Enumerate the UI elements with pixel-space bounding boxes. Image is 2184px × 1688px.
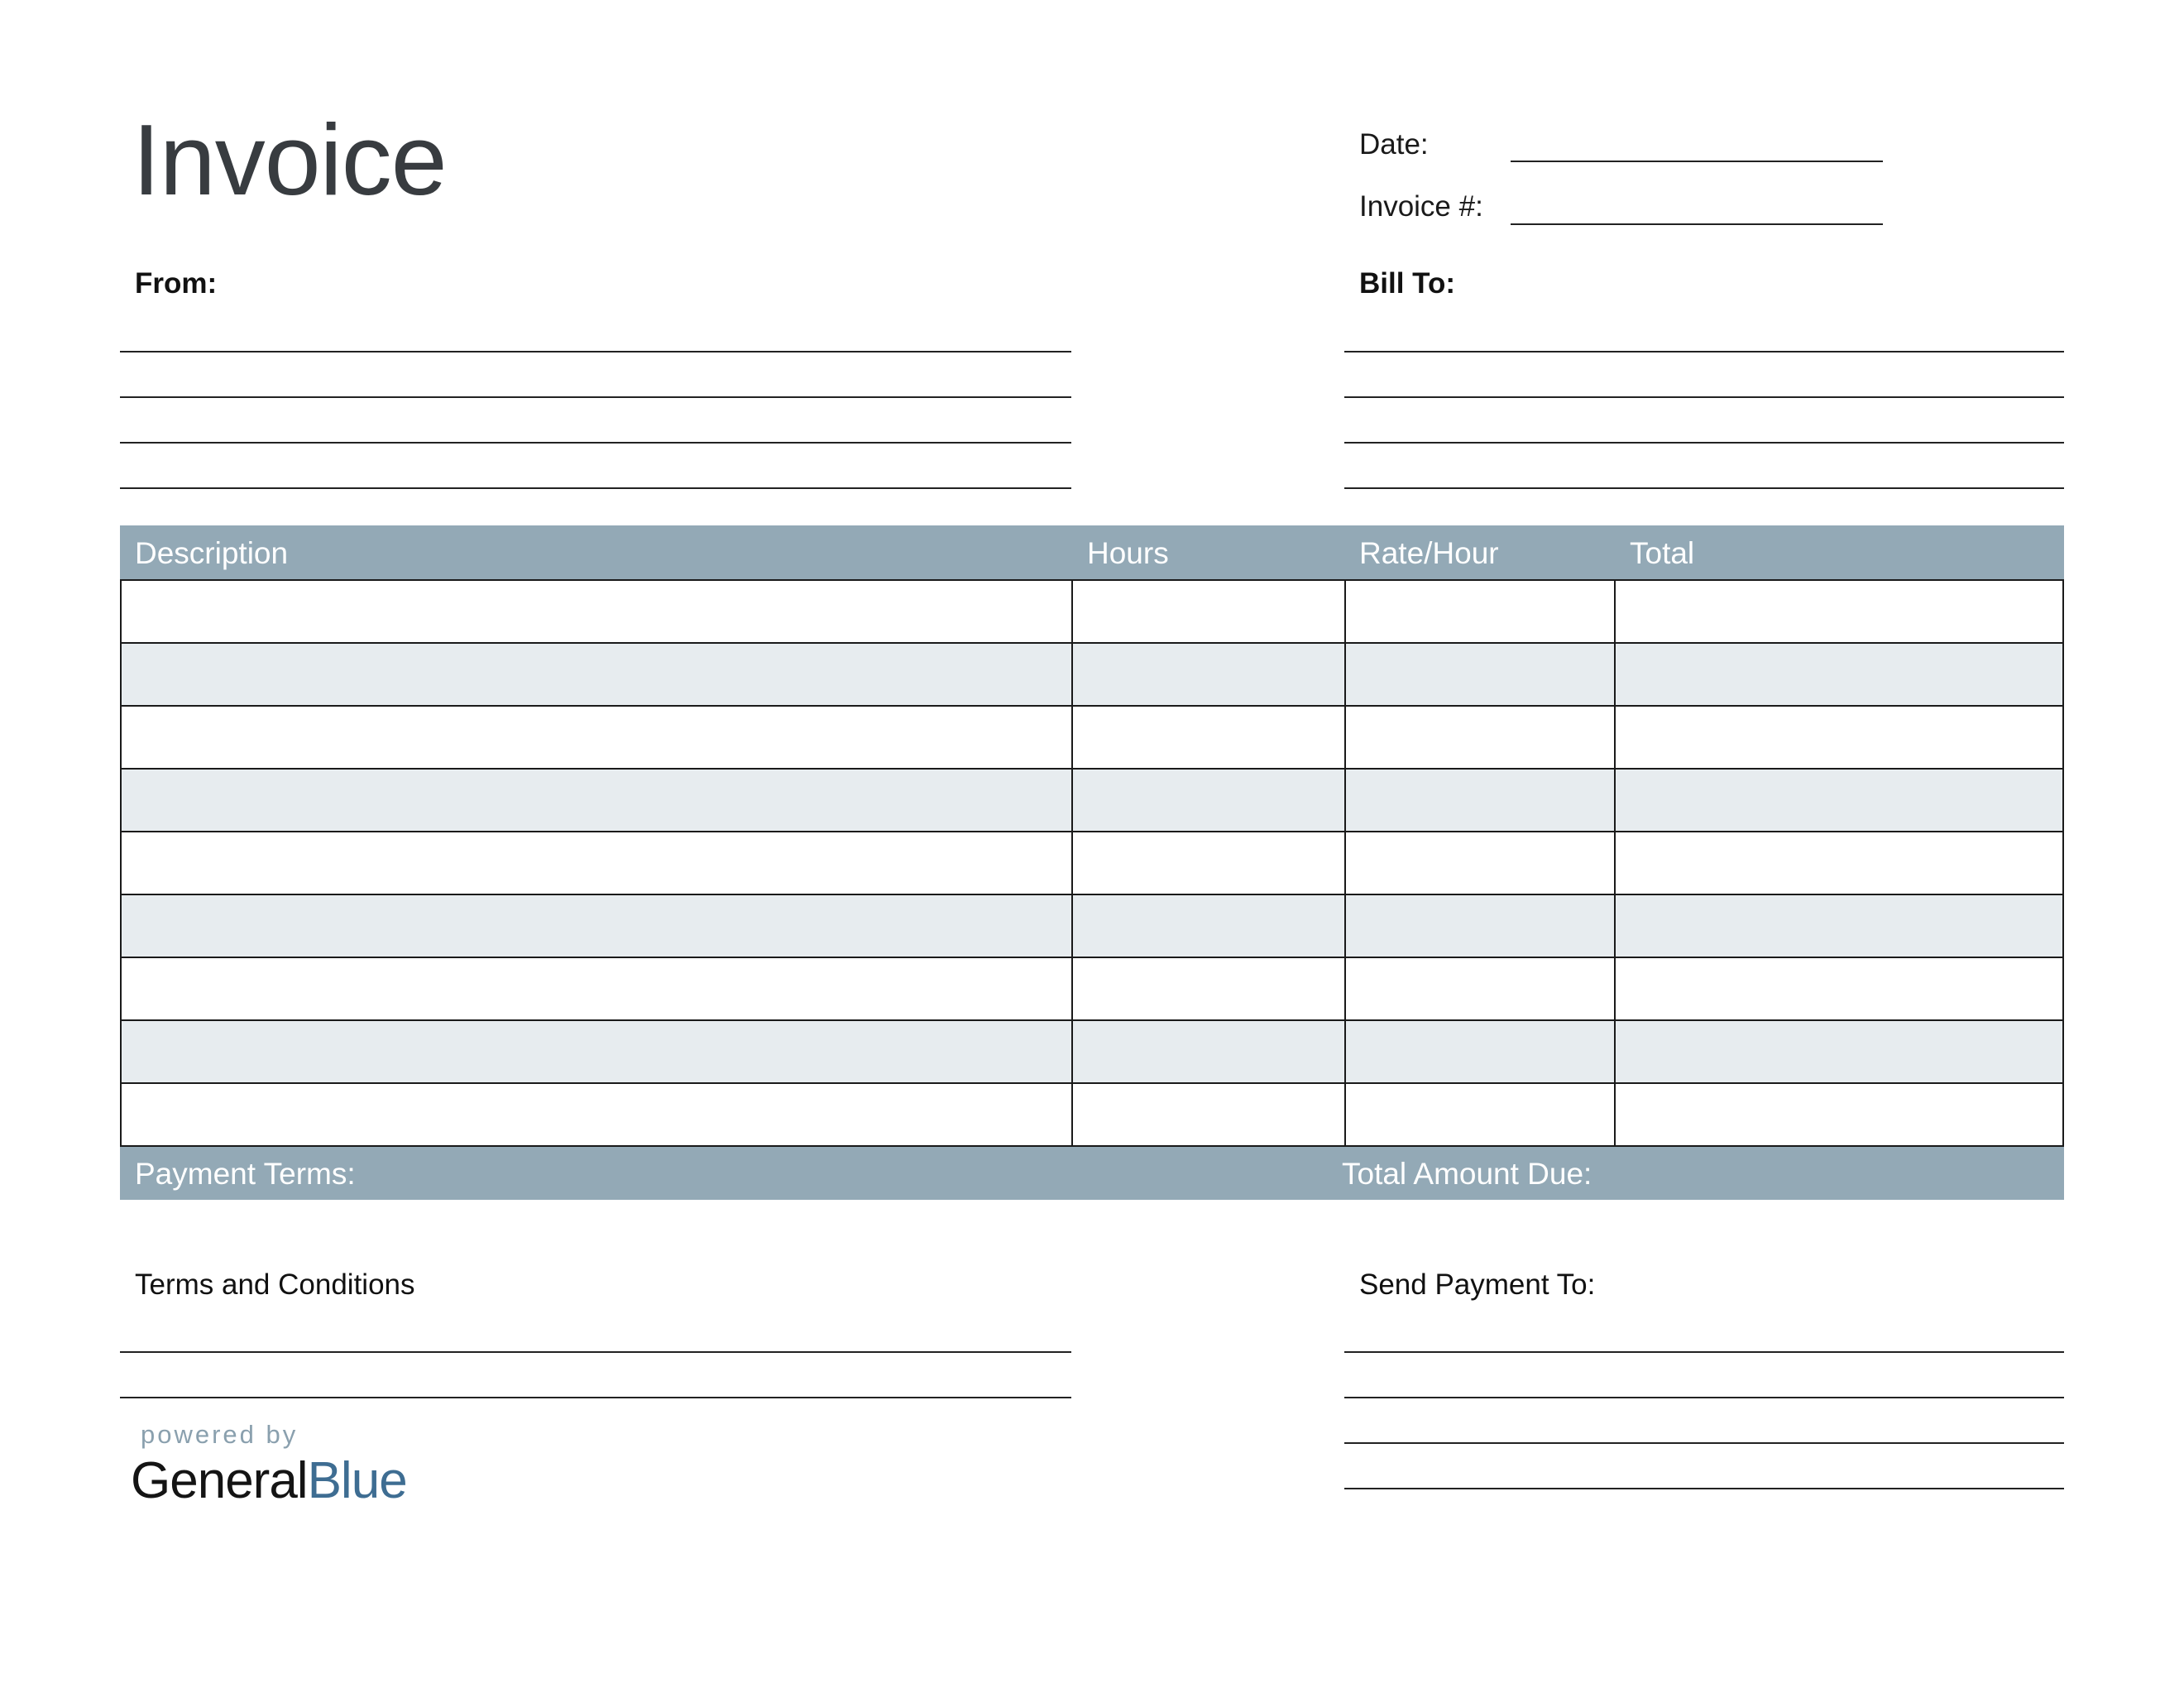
table-body: [120, 579, 2064, 1147]
description-cell[interactable]: [122, 958, 1073, 1019]
from-line-3[interactable]: [120, 442, 1071, 444]
send-payment-line-1[interactable]: [1344, 1351, 2064, 1353]
table-row: [122, 831, 2062, 894]
from-line-2[interactable]: [120, 396, 1071, 398]
send-payment-line-2[interactable]: [1344, 1397, 2064, 1398]
from-line-1[interactable]: [120, 351, 1071, 352]
description-cell[interactable]: [122, 707, 1073, 768]
table-row: [122, 579, 2062, 642]
rate-cell[interactable]: [1346, 895, 1616, 957]
send-payment-label: Send Payment To:: [1359, 1268, 1596, 1301]
rate-cell[interactable]: [1346, 644, 1616, 705]
send-payment-line-4[interactable]: [1344, 1488, 2064, 1489]
total-cell[interactable]: [1616, 1021, 2062, 1082]
hours-cell[interactable]: [1073, 958, 1346, 1019]
rate-cell[interactable]: [1346, 770, 1616, 831]
brand-general: General: [131, 1452, 308, 1509]
bill-to-line-1[interactable]: [1344, 351, 2064, 352]
total-cell[interactable]: [1616, 895, 2062, 957]
terms-line-1[interactable]: [120, 1351, 1071, 1353]
total-cell[interactable]: [1616, 832, 2062, 894]
table-row: [122, 1082, 2062, 1145]
send-payment-line-3[interactable]: [1344, 1442, 2064, 1444]
rate-cell[interactable]: [1346, 1084, 1616, 1145]
terms-line-2[interactable]: [120, 1397, 1071, 1398]
hours-cell[interactable]: [1073, 895, 1346, 957]
total-amount-due-label: Total Amount Due:: [1342, 1157, 1592, 1191]
rate-cell[interactable]: [1346, 1021, 1616, 1082]
date-field[interactable]: [1511, 161, 1883, 162]
rate-cell[interactable]: [1346, 581, 1616, 642]
table-row: [122, 642, 2062, 705]
brand-blue: Blue: [307, 1452, 407, 1509]
column-header-description: Description: [135, 536, 289, 570]
generalblue-logo: [131, 1450, 407, 1513]
powered-by-text: powered by: [141, 1420, 299, 1449]
description-cell[interactable]: [122, 832, 1073, 894]
from-line-4[interactable]: [120, 487, 1071, 489]
rate-cell[interactable]: [1346, 832, 1616, 894]
total-cell[interactable]: [1616, 644, 2062, 705]
payment-terms-label: Payment Terms:: [135, 1157, 356, 1191]
table-row: [122, 768, 2062, 831]
description-cell[interactable]: [122, 895, 1073, 957]
date-label: Date:: [1359, 128, 1429, 161]
bill-to-label: Bill To:: [1359, 267, 1455, 300]
table-summary-bar: [120, 1147, 2064, 1200]
column-header-hours: Hours: [1087, 536, 1169, 570]
rate-cell[interactable]: [1346, 958, 1616, 1019]
table-header: [120, 525, 2064, 579]
hours-cell[interactable]: [1073, 581, 1346, 642]
bill-to-line-4[interactable]: [1344, 487, 2064, 489]
bill-to-line-2[interactable]: [1344, 396, 2064, 398]
total-cell[interactable]: [1616, 1084, 2062, 1145]
hours-cell[interactable]: [1073, 1084, 1346, 1145]
invoice-number-field[interactable]: [1511, 223, 1883, 225]
invoice-number-label: Invoice #:: [1359, 190, 1483, 223]
total-cell[interactable]: [1616, 581, 2062, 642]
hours-cell[interactable]: [1073, 707, 1346, 768]
table-row: [122, 957, 2062, 1019]
terms-label: Terms and Conditions: [135, 1268, 415, 1301]
description-cell[interactable]: [122, 770, 1073, 831]
from-label: From:: [135, 267, 218, 300]
invoice-title: Invoice: [132, 103, 447, 216]
total-cell[interactable]: [1616, 770, 2062, 831]
description-cell[interactable]: [122, 581, 1073, 642]
rate-cell[interactable]: [1346, 707, 1616, 768]
total-cell[interactable]: [1616, 707, 2062, 768]
hours-cell[interactable]: [1073, 770, 1346, 831]
table-row: [122, 894, 2062, 957]
hours-cell[interactable]: [1073, 832, 1346, 894]
column-header-rate: Rate/Hour: [1359, 536, 1499, 570]
table-row: [122, 705, 2062, 768]
column-header-total: Total: [1630, 536, 1695, 570]
total-cell[interactable]: [1616, 958, 2062, 1019]
description-cell[interactable]: [122, 644, 1073, 705]
hours-cell[interactable]: [1073, 644, 1346, 705]
table-row: [122, 1019, 2062, 1082]
hours-cell[interactable]: [1073, 1021, 1346, 1082]
line-items-table: [120, 525, 2064, 1200]
description-cell[interactable]: [122, 1084, 1073, 1145]
description-cell[interactable]: [122, 1021, 1073, 1082]
bill-to-line-3[interactable]: [1344, 442, 2064, 444]
